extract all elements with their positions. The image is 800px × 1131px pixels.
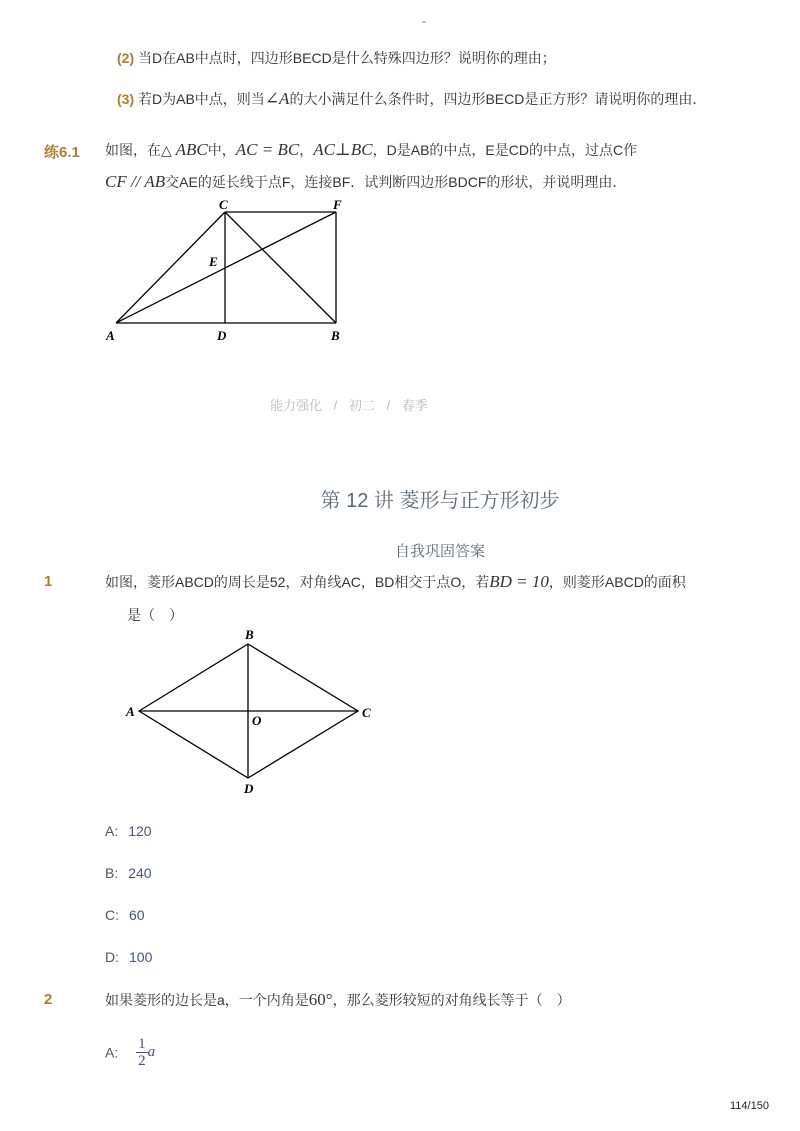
label-a: A (106, 328, 115, 343)
course-sep-1: / (333, 398, 338, 413)
label-e: E (209, 254, 218, 269)
exercise-math-abc: ABC (175, 140, 208, 159)
option-a-value: 120 (128, 823, 152, 839)
problem-2-option-a[interactable] (105, 1036, 155, 1069)
problem-2-text-a: 如果菱形的边长是a，一个内角是 (105, 992, 309, 1008)
option-c-key: C: (105, 907, 119, 923)
exercise-math-cf-parallel-ab: CF // AB (105, 172, 166, 191)
exercise-label: 练6.1 (44, 144, 80, 161)
rhombus-label-d: D (244, 781, 254, 796)
lecture-title: 第 12 讲 菱形与正方形初步 (320, 490, 560, 512)
problem-1-text-b: ，则菱形ABCD的面积 (548, 574, 686, 590)
problem-1-line-2: 是（ ） (127, 607, 183, 623)
label-d: D (217, 328, 227, 343)
option-c[interactable] (105, 907, 145, 923)
question-3-math-angle: ∠A (264, 89, 290, 108)
section-title: 自我巩固答案 (394, 543, 485, 560)
question-2-number: (2) (117, 50, 135, 66)
option-c-value: 60 (129, 907, 145, 923)
rhombus-label-b: B (245, 627, 254, 642)
exercise-math-ac-eq-bc: AC = BC (235, 140, 300, 159)
page-number: 114/150 (730, 1100, 769, 1112)
problem-1-math: BD = 10 (489, 572, 549, 591)
problem-1-number: 1 (44, 573, 53, 590)
exercise-separator: ， (299, 142, 314, 158)
course-name: 能力强化 (270, 398, 323, 413)
question-2-text: 当D在AB中点时，四边形BECD是什么特殊四边形？说明你的理由； (138, 50, 556, 66)
problem-2-text-b: ，那么菱形较短的对角线长等于（ ） (332, 992, 571, 1008)
option-b[interactable] (105, 865, 152, 881)
exercise-text-a: 如图，在△ (105, 142, 176, 158)
option-a[interactable] (105, 823, 152, 839)
option-d[interactable] (105, 949, 152, 965)
rhombus-label-o: O (252, 713, 262, 728)
fraction-denominator: 2 (138, 1053, 146, 1069)
question-3-text-a: 若D为AB中点，则当 (138, 91, 265, 107)
exercise-text-c: ，D是AB的中点，E是CD的中点，过点C作 (372, 142, 638, 158)
exercise-math-ac-perp-bc: AC⊥BC (313, 140, 373, 159)
label-f: F (333, 197, 342, 212)
top-marker: - (422, 14, 426, 28)
option-b-key: B: (105, 865, 119, 881)
option-a-key: A: (105, 823, 119, 839)
problem-2-number: 2 (44, 991, 53, 1008)
course-sep-2: / (386, 398, 391, 413)
fraction-numerator: 1 (138, 1036, 146, 1052)
exercise-text-b: 中， (207, 142, 236, 158)
label-b: B (331, 328, 340, 343)
course-season: 春季 (401, 398, 428, 413)
question-3-text-b: 的大小满足什么条件时，四边形BECD是正方形？请说明你的理由． (289, 91, 707, 107)
rhombus-label-c: C (362, 705, 371, 720)
fraction-variable: a (147, 1044, 156, 1060)
option-d-value: 100 (129, 949, 153, 965)
option-b-value: 240 (128, 865, 152, 881)
problem-2-option-a-key: A: (105, 1044, 119, 1061)
question-3-number: (3) (117, 91, 135, 107)
option-d-key: D: (105, 949, 119, 965)
exercise-text-line-2: 交AE的延长线于点F，连接BF．试判断四边形BDCF的形状，并说明理由． (165, 174, 627, 190)
problem-2-math: 60° (308, 990, 333, 1009)
fraction-one-half (136, 1036, 148, 1069)
problem-2-line-1 (105, 990, 571, 1010)
course-grade: 初二 (348, 398, 375, 413)
rhombus-label-a: A (126, 704, 135, 719)
label-c: C (219, 197, 228, 212)
problem-1-text-a: 如图，菱形ABCD的周长是52，对角线AC，BD相交于点O，若 (105, 574, 490, 590)
